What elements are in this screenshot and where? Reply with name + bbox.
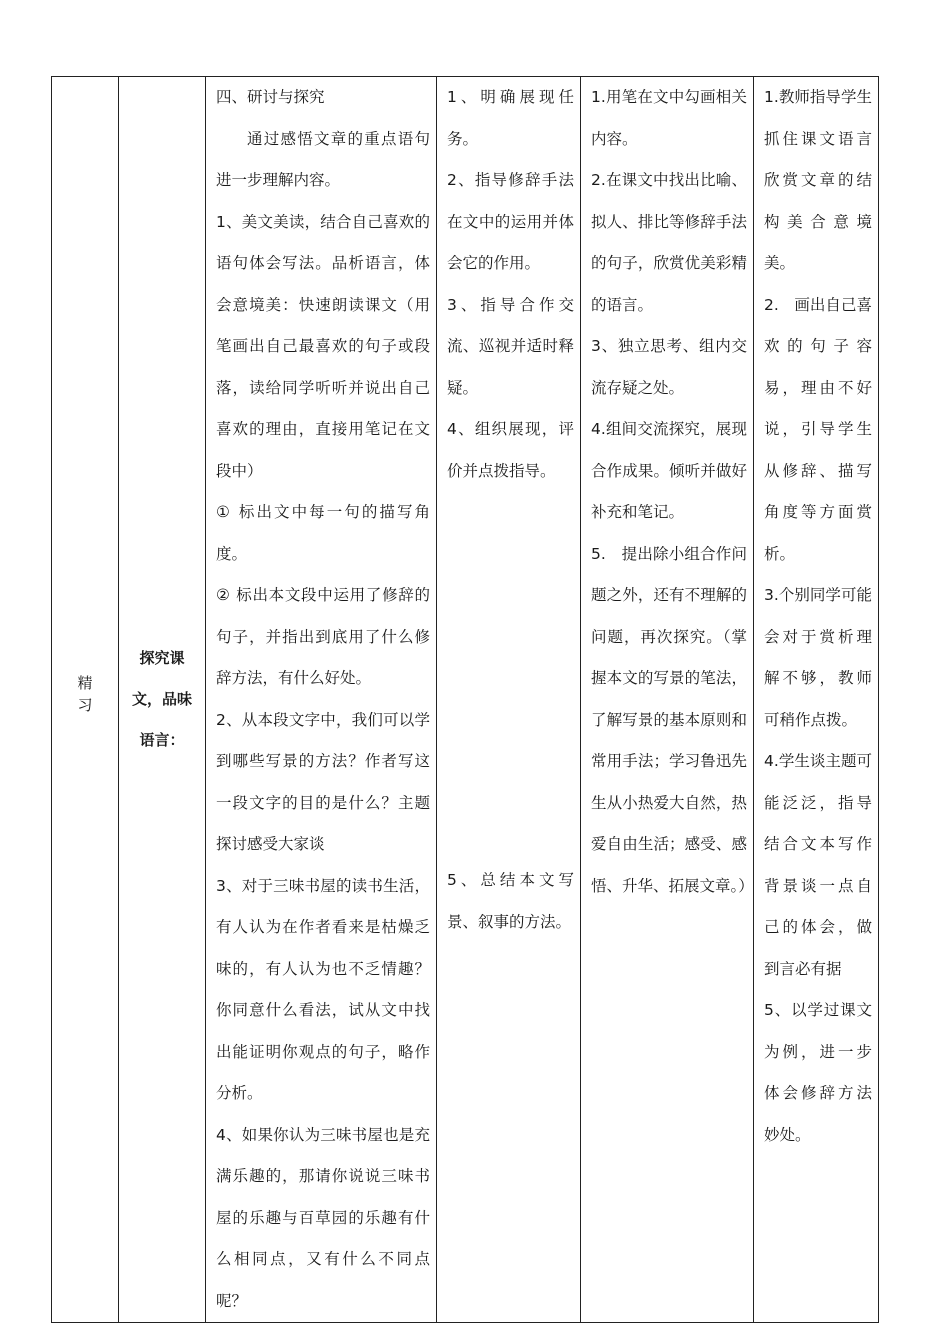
content-item-1b: ② 标出本文段中运用了修辞的句子，并指出到底用了什么修辞方法，有什么好处。 [216, 586, 430, 687]
student-item-3: 3、独立思考、组内交流存疑之处。 [591, 337, 747, 397]
teacher-activity-cell [437, 77, 581, 1323]
student-activity-cell [581, 77, 763, 1323]
teacher-item-1: 1、明确展现任务。 [447, 88, 574, 148]
teacher-item-3: 3、指导合作交流、巡视并适时释疑。 [447, 295, 574, 397]
teacher-item-5: 5、总结本文写景、叙事的方法。 [447, 871, 574, 931]
notes-item-1: 1.教师指导学生抓住课文语言欣赏文章的结构美合意境美。 [764, 88, 872, 272]
student-item-4: 4.组间交流探究，展现合作成果。倾听并做好补充和笔记。 [591, 420, 747, 521]
content-intro: 通过感悟文章的重点语句进一步理解内容。 [216, 129, 430, 189]
content-cell [206, 77, 437, 1323]
teacher-item-4: 4、组织展现，评价并点拨指导。 [447, 420, 574, 480]
table-row [52, 77, 879, 1323]
notes-cell [754, 77, 879, 1323]
content-item-1: 1、美文美读，结合自己喜欢的语句体会写法。品析语言，体会意境美：快速朗读课文（用笔画出自己最喜欢的句子或段落，读给同学听听并说出自己喜欢的理由，直接用笔记在文段中） [216, 212, 430, 480]
stage-cell [52, 77, 119, 1323]
step-cell [119, 77, 206, 1323]
notes-item-4: 4.学生谈主题可能泛泛，指导结合文本写作背景谈一点自己的体会，做到言必有据 [764, 752, 872, 978]
content-item-4: 4、如果你认为三味书屋也是充满乐趣的，那请你说说三味书屋的乐趣与百草园的乐趣有什么相同点，又有什么不同点呢？ [216, 1125, 430, 1310]
content-heading: 四、研讨与探究 [216, 88, 325, 106]
stage-label: 精习 [77, 674, 93, 715]
student-item-2: 2.在课文中找出比喻、拟人、排比等修辞手法的句子，欣赏优美彩精 的语言。 [591, 171, 763, 314]
content-item-2: 2、从本段文字中，我们可以学到哪些写景的方法？作者写这一段文字的目的是什么？主题探讨感受大家谈 [216, 710, 430, 853]
content-item-1a: ① 标出文中每一句的描写角度。 [216, 503, 430, 563]
notes-item-2: 2. 画出自己喜欢的句子容易，理由不好说，引导学生从修辞、描写角度等方面赏析。 [764, 295, 872, 563]
notes-item-3: 3.个别同学可能会对于赏析理解不够，教师可稍作点拨。 [764, 586, 872, 729]
teacher-item-2: 2、指导修辞手法在文中的运用并体会它的作用。 [447, 171, 574, 272]
student-item-5: 5. 提出除小组合作问题之外，还有不理解的问题，再次探究。（掌握本文的写景的笔法，了解写景的基本原则和常用手法；学习鲁迅先生从小热爱大自然，热爱自由生活；感受、感悟、升华、拓展文章。） [591, 544, 754, 895]
lesson-plan-table [51, 76, 879, 1323]
spacer [447, 492, 574, 860]
step-label: 探究课文，品味语言： [131, 649, 192, 749]
student-item-1: 1.用笔在文中勾画相关内容。 [591, 88, 747, 148]
notes-item-5: 5、以学过课文为例，进一步体会修辞方法妙处。 [764, 1001, 872, 1144]
content-item-3: 3、对于三味书屋的读书生活，有人认为在作者看来是枯燥乏味的，有人认为也不乏情趣？你同意什么看法，试从文中找出能证明你观点的句子，略作分析。 [216, 876, 430, 1102]
